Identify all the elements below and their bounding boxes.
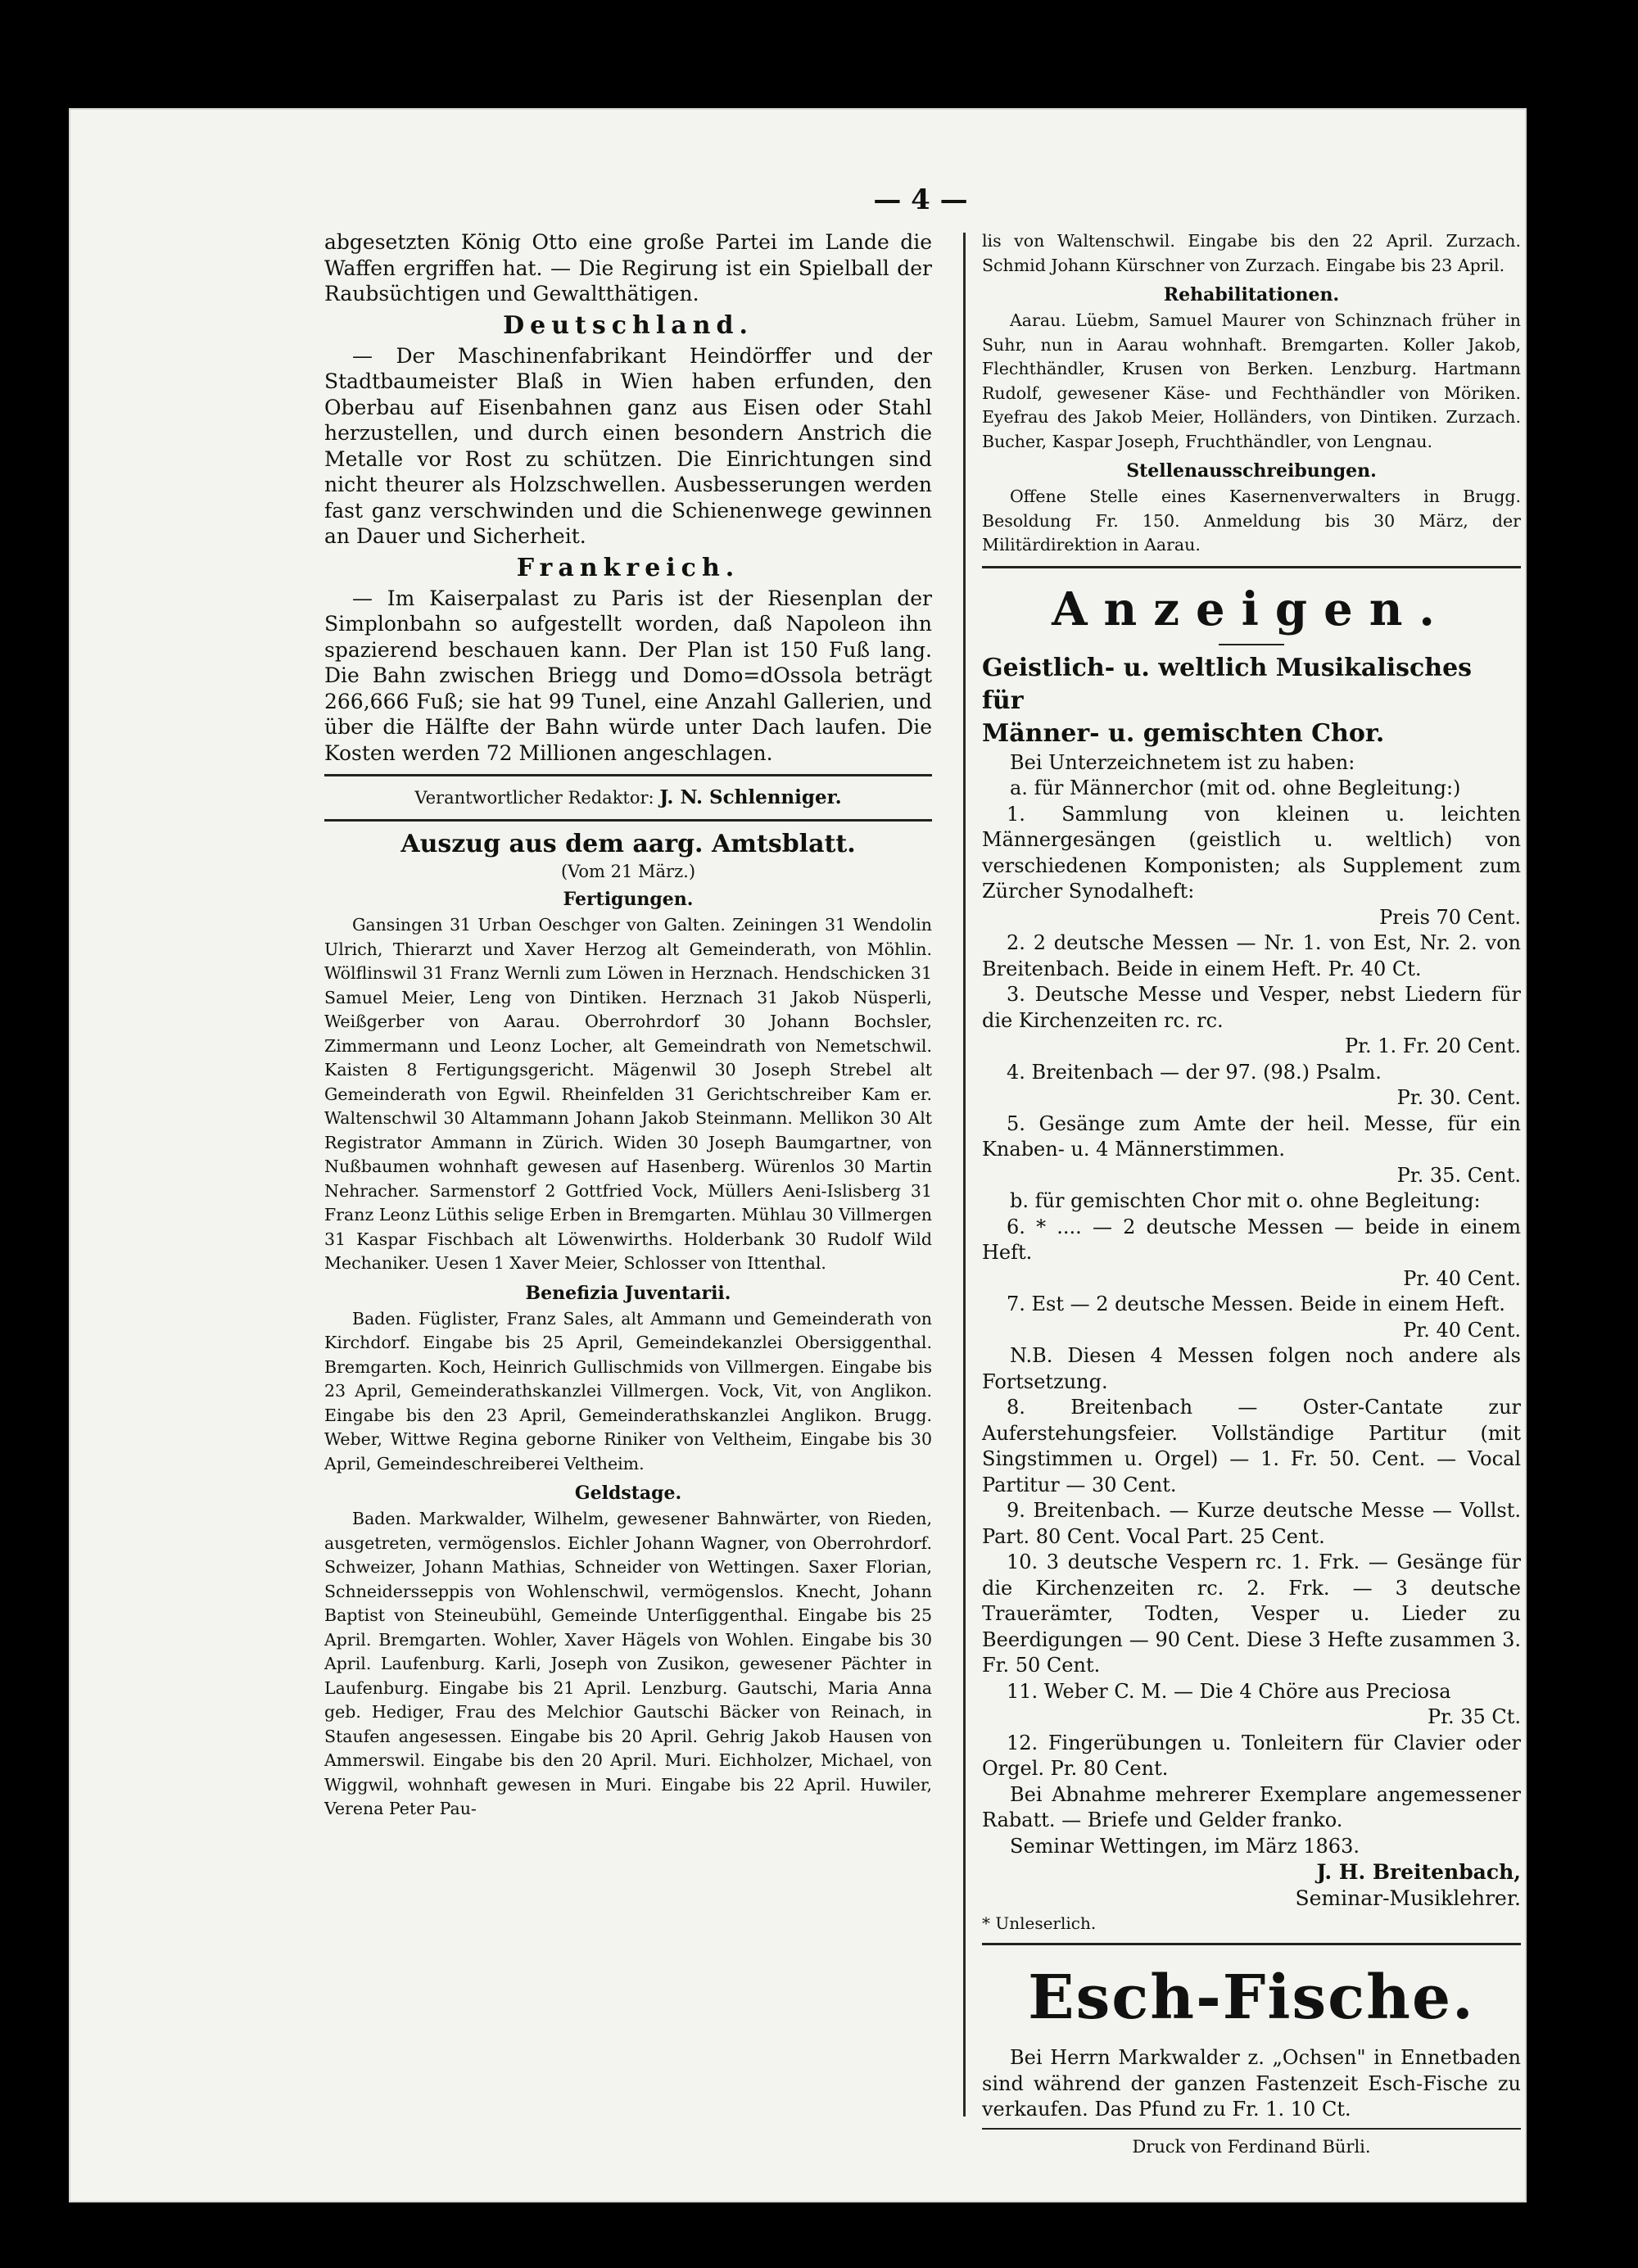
ad-title-line-1: Geistlich- u. weltlich Musikalisches für	[982, 653, 1473, 715]
ad-item: 6. * .... — 2 deutsche Messen — beide in einem Heft. Pr. 40 Cent.	[982, 1215, 1521, 1290]
geldstage-paragraph: Baden. Markwalder, Wilhelm, gewesener Bahnwärter, von Rieden, ausgetreten, vermögenslos. Eichler Johann Wagner, von Oberrohrdorf. Schweizer, Johann Mathias, Schneider von Wettingen. Saxer Florian, Schneidersseppis von Wohlenschwil, vermögenslos. Knecht, Johann Baptist von Steineubühl, Gemeinde Unterſiggenthal. Eingabe bis 25 April. Bremgarten. Wohler, Xaver Hägels von Wohlen. Eingabe bis 30 April. Laufenburg. Karli, Joseph von Zusikon, gewesener Pächter in Laufenburg. Eingabe bis 21 April. Lenzburg. Gautschi, Maria Anna geb. Hediger, Frau des Melchior Gautschi Bäcker von Reinach, in Staufen angesessen. Eingabe bis 20 April. Gehrig Jakob Hausen von Ammerswil. Eingabe bis den 20 April. Muri. Eichholzer, Michael, von Wiggwil, wohnhaft gewesen in Muri. Eingabe bis 22 April. Huwiler, Verena Peter Pau-	[324, 1509, 932, 1818]
heading-esch-fische: Esch-Fische.	[1028, 1962, 1475, 2033]
ad-rabatt: Bei Abnahme mehrerer Exemplare angemessener Rabatt. — Briefe und Gelder franko.	[982, 1782, 1521, 1831]
right-column	[982, 229, 1521, 2159]
footnote: * Unleserlich.	[982, 1913, 1097, 1933]
ad-item: 7. Est — 2 deutsche Messen. Beide in einem Heft. Pr. 40 Cent.	[1007, 1292, 1521, 1342]
editor-label: Verantwortlicher Redaktor:	[414, 788, 654, 808]
esch-paragraph: Bei Herrn Markwalder z. „Ochsen" in Ennetbaden sind während der ganzen Fastenzeit Esch-Fische zu verkaufen. Das Pfund zu Fr. 1. 10 Ct.	[982, 2046, 1521, 2121]
heading-rehabilitationen: Rehabilitationen.	[1163, 284, 1340, 306]
divider-rule	[982, 2128, 1521, 2130]
page-number: — 4 —	[873, 183, 968, 216]
ad-place-date: Seminar Wettingen, im März 1863.	[1010, 1834, 1360, 1858]
ad-item: 12. Fingerübungen u. Tonleitern für Clavier oder Orgel. Pr. 80 Cent.	[982, 1731, 1521, 1780]
divider-rule	[982, 1943, 1521, 1945]
deutschland-paragraph: — Der Maschinenfabrikant Heindörffer und der Stadtbaumeister Blaß in Wien haben erfunden, den Oberbau auf Eisenbahnen ganz aus Eisen oder Stahl herzustellen, und durch einen besondern Anstrich die Metalle vor Rost zu schützen. Die Einrichtungen sind nicht theurer als Holzschwellen. Ausbesserungen werden fast ganz verschwinden und die Schienenwege gewinnen an Dauer und Sicherheit.	[324, 343, 932, 548]
stellen-paragraph: Offene Stelle eines Kasernenverwalters in Brugg. Besoldung Fr. 150. Anmeldung bis 30 März, der Militärdirektion in Aarau.	[982, 487, 1521, 555]
benefizia-paragraph: Baden. Füglister, Franz Sales, alt Ammann und Gemeinderath von Kirchdorf. Eingabe bis 25 April, Gemeindekanzlei Obersiggenthal. Bremgarten. Koch, Heinrich Gullischmids von Villmergen. Eingabe bis 23 April, Gemeinderathskanzlei Villmergen. Vock, Vit, von Anglikon. Eingabe bis den 23 April, Gemeinderathskanzlei Anglikon. Brugg. Weber, Wittwe Regina geborne Riniker von Veltheim, Eingabe bis 30 April, Gemeindeschreiberei Veltheim.	[324, 1308, 932, 1474]
ad-item: 11. Weber C. M. — Die 4 Chöre aus Preciosa Pr. 35 Ct.	[1007, 1679, 1521, 1728]
ad-section-b: b. für gemischten Chor mit o. ohne Begleitung:	[1010, 1189, 1481, 1212]
divider-rule	[324, 774, 932, 776]
ad-items-b	[982, 1215, 1521, 1344]
editor-name: J. N. Schlenniger.	[659, 786, 842, 808]
ad-items-c	[982, 1395, 1521, 1782]
ad-item: 2. 2 deutsche Messen — Nr. 1. von Est, Nr. 2. von Breitenbach. Beide in einem Heft. Pr. 40 Ct.	[982, 931, 1521, 980]
intro-paragraph: abgesetzten König Otto eine große Partei im Lande die Waffen ergriffen hat. — Die Regirung ist ein Spielball der Raubsüchtigen und Gewaltthätigen.	[324, 230, 932, 306]
column-divider	[963, 233, 966, 2116]
heading-anzeigen: Anzeigen.	[1052, 582, 1451, 636]
amtsblatt-date: (Vom 21 März.)	[560, 862, 696, 881]
ad-nb: N.B. Diesen 4 Messen folgen noch andere als Fortsetzung.	[982, 1344, 1521, 1393]
ad-item: 1. Sammlung von kleinen u. leichten Männergesängen (geistlich u. weltlich) von verschiedenen Komponisten; als Supplement zum Zürcher Synodalheft: Preis 70 Cent.	[982, 802, 1521, 929]
heading-amtsblatt: Auszug aus dem aarg. Amtsblatt.	[400, 830, 856, 858]
ad-item: 9. Breitenbach. — Kurze deutsche Messe — Vollst. Part. 80 Cent. Vocal Part. 25 Cent.	[982, 1499, 1521, 1548]
heading-fertigungen: Fertigungen.	[563, 889, 694, 910]
ad-item: 10. 3 deutsche Vespern rc. 1. Frk. — Gesänge für die Kirchenzeiten rc. 2. Frk. — 3 deutsche Trauerämter, Todten, Vesper u. Lieder zu Beerdigungen — 90 Cent. Diese 3 Hefte zusammen 3. Fr. 50 Cent.	[982, 1550, 1521, 1677]
ad-item: 5. Gesänge zum Amte der heil. Messe, für ein Knaben- u. 4 Männerstimmen. Pr. 35. Cent.	[982, 1111, 1521, 1187]
ad-title-line-2: Männer- u. gemischten Chor.	[982, 718, 1385, 748]
ad-item: 4. Breitenbach — der 97. (98.) Psalm. Pr. 30. Cent.	[1007, 1060, 1521, 1109]
printer-line: Druck von Ferdinand Bürli.	[1132, 2136, 1371, 2157]
signature-name: J. H. Breitenbach,	[1316, 1860, 1521, 1884]
heading-frankreich: Frankreich.	[516, 553, 740, 582]
ad-items-a	[982, 802, 1521, 1189]
ad-intro: Bei Unterzeichnetem ist zu haben:	[1010, 750, 1355, 774]
heading-benefizia: Benefizia Juventarii.	[525, 1282, 731, 1304]
short-rule	[1219, 644, 1284, 645]
divider-rule	[324, 819, 932, 822]
signature-role: Seminar-Musiklehrer.	[1295, 1886, 1521, 1910]
rehabilitationen-paragraph: Aarau. Lüebm, Samuel Maurer von Schinznach früher in Suhr, nun in Aarau wohnhaft. Bremgarten. Koller Jakob, Flechthändler, Krusen von Berken. Lenzburg. Hartmann Rudolf, gewesener Käse- und Fechthändler von Möriken. Eyefrau des Jakob Meier, Holländers, von Dintiken. Zurzach. Bucher, Kaspar Joseph, Fruchthändler, von Lengnau.	[982, 310, 1521, 451]
editor-line	[324, 785, 932, 811]
heading-deutschland: Deutschland.	[503, 310, 753, 340]
left-column	[324, 229, 932, 1822]
heading-stellen: Stellenausschreibungen.	[1126, 460, 1377, 482]
newspaper-page	[69, 108, 1527, 2202]
fertigungen-paragraph: Gansingen 31 Urban Oeschger von Galten. Zeiningen 31 Wendolin Ulrich, Thierarzt und Xaver Herzog alt Gemeinderath, von Möhlin. Wölflinswil 31 Franz Wernli zum Löwen in Herznach. Hendschicken 31 Samuel Meier, Leng von Dintiken. Herznach 31 Jakob Nüsperli, Weißgerber von Aarau. Oberrohrdorf 30 Johann Bochsler, Zimmermann und Leonz Locher, alt Gemeindrath von Nemetschwil. Kaisten 8 Fertigungsgericht. Mägenwil 30 Joseph Strebel alt Gemeinderath von Egwil. Rheinfelden 31 Gerichtschreiber Kam er. Waltenschwil 30 Altammann Johann Jakob Steinmann. Mellikon 30 Alt Registrator Ammann in Zürich. Widen 30 Joseph Baumgartner, von Nußbaumen wohnhaft gewesen auf Hasenberg. Würenlos 30 Martin Nehracher. Sarmenstorf 2 Gottfried Vock, Müllers Aeni-Islisberg 31 Franz Leonz Lüthis selige Erben in Bremgarten. Mühlau 30 Villmergen 31 Kaspar Fischbach alt Löwenwirths. Holderbank 30 Rudolf Wild Mechaniker. Uesen 1 Xaver Meier, Schlosser von Ittenthal.	[324, 915, 932, 1273]
divider-rule	[982, 566, 1521, 568]
frankreich-paragraph: — Im Kaiserpalast zu Paris ist der Riesenplan der Simplonbahn so aufgestellt worden, daß Napoleon ihn spazierend beschauen kann. Der Plan ist 150 Fuß lang. Die Bahn zwischen Briegg und Domo=dOssola beträgt 266,666 Fuß; sie hat 99 Tunel, eine Anzahl Gallerien, und über die Hälfte der Bahn würde unter Dach laufen. Die Kosten werden 72 Millionen angeschlagen.	[324, 586, 932, 765]
ad-section-a: a. für Männerchor (mit od. ohne Begleitung:)	[1010, 776, 1461, 799]
heading-geldstage: Geldstage.	[574, 1483, 682, 1504]
ad-item: 8. Breitenbach — Oster-Cantate zur Auferstehungsfeier. Vollständige Partitur (mit Singstimmen u. Orgel) — 1. Fr. 50. Cent. — Vocal Partitur — 30 Cent.	[982, 1396, 1521, 1496]
punch-hole	[1545, 1071, 1558, 1084]
continuation-paragraph: lis von Waltenschwil. Eingabe bis den 22 April. Zurzach. Schmid Johann Kürschner von Zurzach. Eingabe bis 23 April.	[982, 231, 1521, 275]
ad-item: 3. Deutsche Messe und Vesper, nebst Liedern für die Kirchenzeiten rc. rc. Pr. 1. Fr. 20 Cent.	[982, 983, 1521, 1057]
